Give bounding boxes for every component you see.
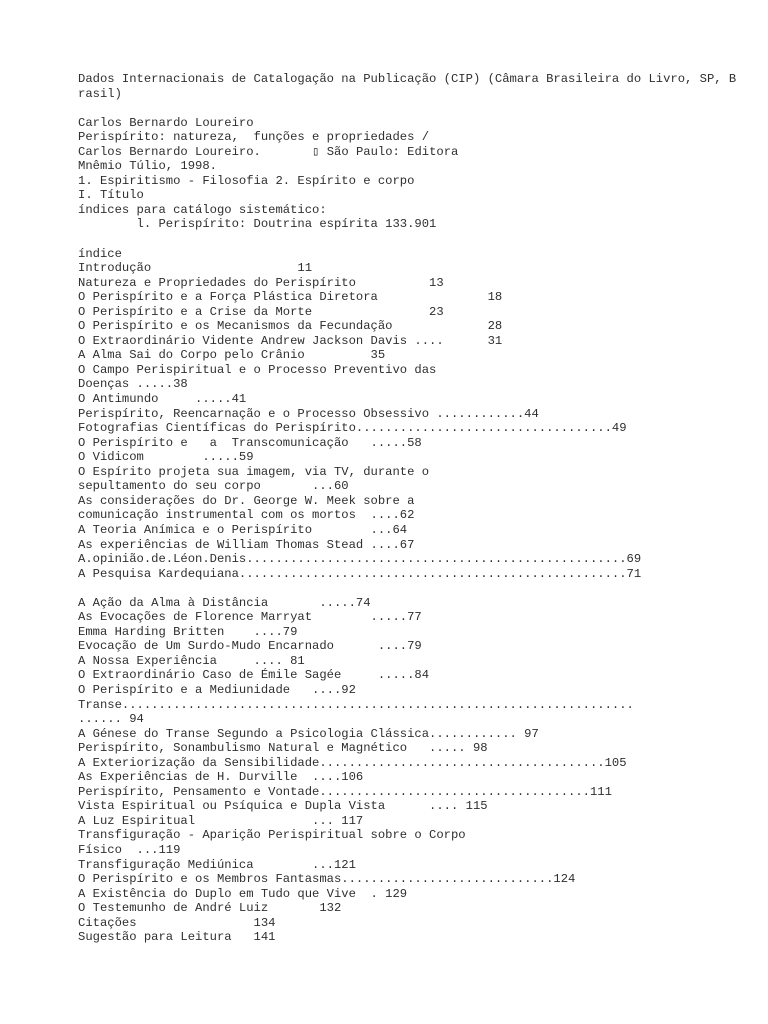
toc-entry: O Campo Perispiritual e o Processo Preventivo das (78, 362, 437, 377)
toc-entry: Doenças .....38 (78, 377, 188, 392)
toc-entry: A Teoria Anímica e o Perispírito ...64 (78, 522, 408, 537)
catalog-index-label: índices para catálogo sistemático: (78, 202, 327, 217)
toc-heading: índice (78, 246, 122, 261)
toc-entry: Transfiguração - Aparição Perispiritual sobre o Corpo (78, 828, 466, 843)
toc-entry: O Espírito projeta sua imagem, via TV, durante o (78, 464, 430, 479)
toc-entry: As Evocações de Florence Marryat .....77 (78, 610, 422, 625)
toc-entry: Sugestão para Leitura 141 (78, 930, 276, 945)
toc-entry: O Extraordinário Caso de Émile Sagée .....84 (78, 668, 430, 683)
toc-entry: A Nossa Experiência .... 81 (78, 653, 305, 668)
toc-entry: A Génese do Transe Segundo a Psicologia Clássica............ 97 (78, 726, 539, 741)
toc-entry: As Experiências de H. Durville ....106 (78, 770, 364, 785)
spacer (78, 232, 768, 247)
catalog-subjects: 1. Espiritismo - Filosofia 2. Espírito e corpo (78, 173, 415, 188)
toc-entry: A.opinião.de.Léon.Denis....................................................69 (78, 552, 642, 567)
toc-entry: As experiências de William Thomas Stead ....67 (78, 537, 415, 552)
toc-entry: O Perispírito e a Mediunidade ....92 (78, 682, 356, 697)
toc-entry: A Existência do Duplo em Tudo que Vive . 129 (78, 886, 408, 901)
catalog-index-entry: l. Perispírito: Doutrina espírita 133.901 (78, 217, 437, 232)
toc-entry: sepultamento do seu corpo ...60 (78, 479, 349, 494)
toc-entry: Perispírito, Reencarnação e o Processo Obsessivo ............44 (78, 406, 539, 421)
toc-entry: Físico ...119 (78, 842, 181, 857)
toc-entry: A Pesquisa Kardequiana.....................................................71 (78, 566, 642, 581)
catalog-page (78, 72, 768, 945)
cip-header-line-1: Dados Internacionais de Catalogação na Publicação (CIP) (Câmara Brasileira do Livro, SP, B (78, 72, 737, 86)
toc-entry: O Perispírito e a Transcomunicação .....58 (78, 435, 422, 450)
toc-entry: O Perispírito e a Crise da Morte 23 (78, 304, 444, 319)
toc-entry: A Exteriorização da Sensibilidade.......................................105 (78, 755, 627, 770)
toc-entry: comunicação instrumental com os mortos ....62 (78, 508, 415, 523)
toc-entry: O Perispírito e os Membros Fantasmas.............................124 (78, 872, 576, 887)
toc-entry: Emma Harding Britten ....79 (78, 624, 298, 639)
toc-entry: Citações 134 (78, 915, 276, 930)
toc-entry: Evocação de Um Surdo-Mudo Encarnado ....79 (78, 639, 422, 654)
toc-entry: Vista Espiritual ou Psíquica e Dupla Vista .... 115 (78, 799, 488, 814)
catalog-title-line-2: Carlos Bernardo Loureiro. ▯ São Paulo: Editora (78, 144, 459, 159)
toc-entry: Natureza e Propriedades do Perispírito 13 (78, 275, 444, 290)
toc-entry: Transe...................................................................... (78, 697, 634, 712)
toc-entry: Fotografias Científicas do Perispírito...................................49 (78, 421, 627, 436)
catalog-title-entry: I. Título (78, 188, 144, 203)
toc-entry: O Antimundo .....41 (78, 392, 247, 407)
toc-entry: O Extraordinário Vidente Andrew Jackson Davis .... 31 (78, 333, 503, 348)
toc-group-2 (78, 596, 768, 945)
toc-group-1 (78, 261, 768, 581)
spacer (78, 101, 768, 116)
toc-entry: Transfiguração Mediúnica ...121 (78, 857, 356, 872)
toc-entry: A Alma Sai do Corpo pelo Crânio 35 (78, 348, 386, 363)
toc-entry: O Perispírito e os Mecanismos da Fecundação 28 (78, 319, 503, 334)
catalog-title-line-1: Perispírito: natureza, funções e propriedades / (78, 130, 430, 145)
toc-entry: Perispírito, Pensamento e Vontade.....................................111 (78, 784, 612, 799)
spacer (78, 581, 768, 596)
toc-entry: A Ação da Alma à Distância .....74 (78, 595, 371, 610)
toc-entry: As considerações do Dr. George W. Meek sobre a (78, 493, 415, 508)
toc-entry: O Vidicom .....59 (78, 450, 254, 465)
toc-entry: Introdução 11 (78, 261, 313, 276)
toc-entry: O Testemunho de André Luiz 132 (78, 901, 342, 916)
toc-entry: A Luz Espiritual ... 117 (78, 813, 364, 828)
toc-entry: Perispírito, Sonambulismo Natural e Magnético ..... 98 (78, 741, 488, 756)
toc-entry: ...... 94 (78, 712, 144, 727)
catalog-author: Carlos Bernardo Loureiro (78, 115, 254, 130)
catalog-publisher: Mnêmio Túlio, 1998. (78, 159, 217, 174)
cip-header-line-2: rasil) (78, 86, 122, 101)
toc-entry: O Perispírito e a Força Plástica Diretora 18 (78, 290, 503, 305)
